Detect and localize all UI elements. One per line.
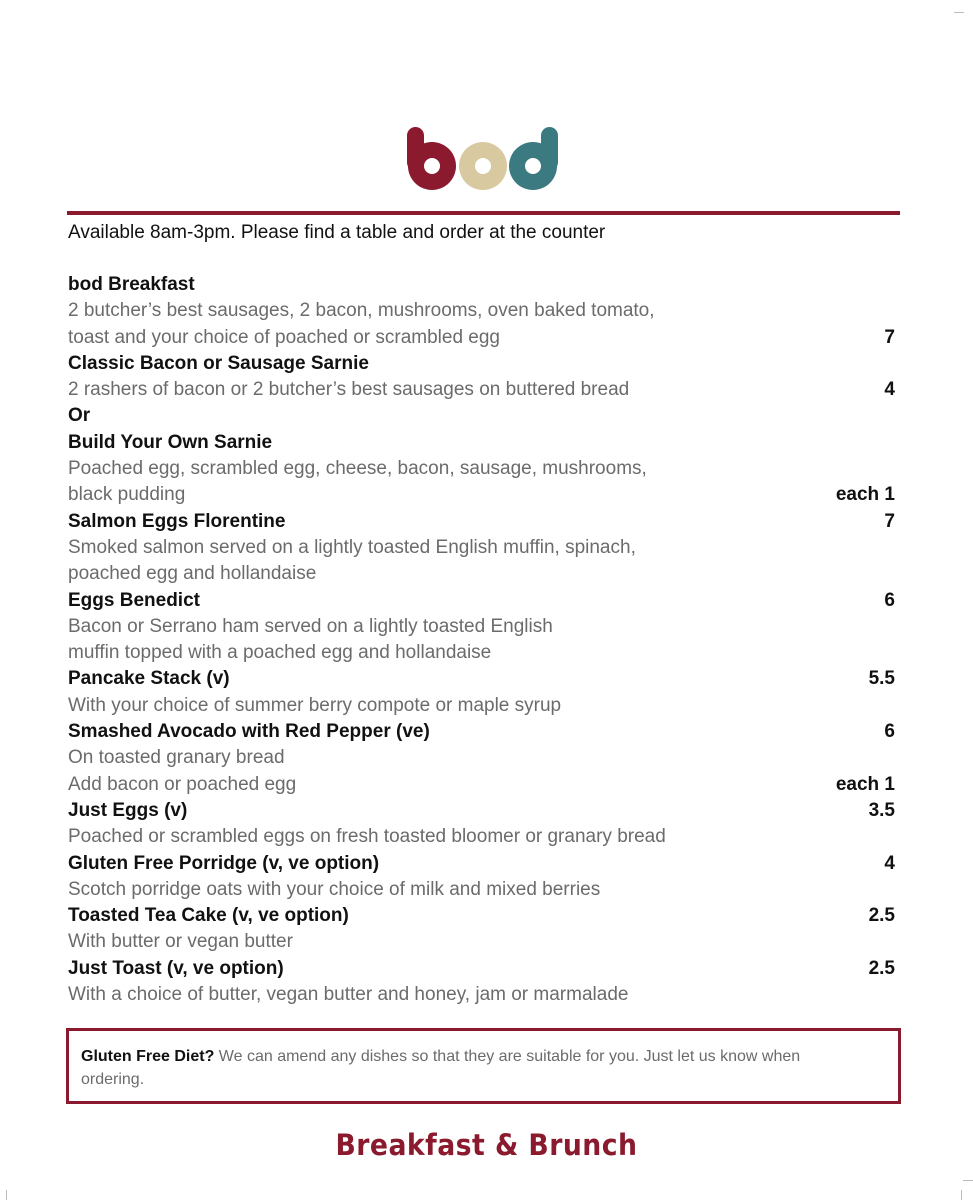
menu-item-name-row [68, 798, 895, 824]
menu-item-description: Add bacon or poached egg [68, 773, 297, 795]
menu-item-name-row [68, 430, 895, 456]
menu-item-name: Gluten Free Porridge (v, ve option) [68, 852, 380, 874]
menu-item-description-row [68, 640, 895, 666]
menu-section-title: Breakfast & Brunch [335, 1128, 638, 1162]
menu-item-description-row [68, 929, 895, 955]
menu-item-name: Build Your Own Sarnie [68, 431, 273, 453]
menu-item-name: Just Eggs (v) [68, 799, 188, 821]
menu-item-description-row [68, 377, 895, 403]
menu-list [68, 272, 895, 1008]
bod-logo [405, 127, 560, 191]
menu-item-description: Smoked salmon served on a lightly toasted English muffin, spinach, [68, 536, 636, 558]
menu-item-price: 2.5 [868, 957, 895, 979]
logo-letter-o [459, 142, 507, 190]
menu-item-description: With butter or vegan butter [68, 931, 293, 953]
menu-item-description-row [68, 482, 895, 508]
crop-mark [954, 12, 964, 13]
crop-mark [961, 1190, 962, 1200]
availability-note: Available 8am-3pm. Please find a table and order at the counter [68, 222, 606, 243]
menu-item-name-row [68, 903, 895, 929]
menu-item-description: Poached egg, scrambled egg, cheese, bacon, sausage, mushrooms, [68, 458, 647, 480]
menu-item-description-row [68, 298, 895, 324]
menu-item-description: black pudding [68, 484, 186, 506]
logo-letter-d [509, 127, 558, 190]
menu-item-description: poached egg and hollandaise [68, 563, 317, 585]
menu-item-name-row [68, 719, 895, 745]
menu-item-description: 2 butcher’s best sausages, 2 bacon, mushrooms, oven baked tomato, [68, 300, 655, 322]
crop-mark [6, 1190, 7, 1200]
menu-item-description-row [68, 535, 895, 561]
menu-item-price: 7 [884, 510, 895, 532]
menu-item-name-row [68, 666, 895, 692]
menu-item-description-row [68, 561, 895, 587]
menu-item-name-row [68, 272, 895, 298]
menu-item-price: 6 [884, 589, 895, 611]
menu-item-name: Or [68, 405, 91, 427]
menu-item-name: Eggs Benedict [68, 589, 200, 611]
gluten-free-notice [66, 1028, 901, 1104]
gluten-free-body: We can amend any dishes so that they are suitable for you. Just let us know when ordering. [81, 1048, 801, 1088]
crop-mark [963, 1180, 973, 1181]
menu-item-description-row [68, 614, 895, 640]
menu-item-name-row [68, 956, 895, 982]
menu-item-name: bod Breakfast [68, 274, 195, 295]
menu-item-price: 2.5 [868, 905, 895, 927]
menu-item-description-row [68, 877, 895, 903]
menu-item-description-row [68, 325, 895, 351]
menu-item-price: 7 [884, 326, 895, 348]
menu-item-name: Just Toast (v, ve option) [68, 957, 284, 979]
menu-item-description: With a choice of butter, vegan butter and honey, jam or marmalade [68, 984, 629, 1006]
menu-item-name: Pancake Stack (v) [68, 668, 230, 690]
menu-item-description: Scotch porridge oats with your choice of milk and mixed berries [68, 878, 601, 900]
menu-item-price: 5.5 [868, 668, 895, 690]
menu-item-name: Smashed Avocado with Red Pepper (ve) [68, 721, 430, 743]
menu-item-name-row [68, 403, 895, 429]
menu-item-description: 2 rashers of bacon or 2 butcher’s best sausages on buttered bread [68, 379, 630, 401]
menu-item-name-row [68, 851, 895, 877]
menu-item-description: Poached or scrambled eggs on fresh toasted bloomer or granary bread [68, 826, 666, 848]
menu-item-description: Bacon or Serrano ham served on a lightly toasted English [68, 615, 553, 637]
menu-item-description: muffin topped with a poached egg and hollandaise [68, 642, 492, 664]
menu-item-name-row [68, 351, 895, 377]
gluten-free-heading: Gluten Free Diet? [81, 1048, 215, 1065]
menu-item-description-row [68, 824, 895, 850]
menu-item-description-row [68, 456, 895, 482]
menu-item-description-row [68, 982, 895, 1008]
menu-item-name: Salmon Eggs Florentine [68, 510, 286, 532]
gluten-free-text [81, 1045, 841, 1091]
menu-item-price: 4 [884, 379, 895, 401]
header-divider [67, 211, 900, 215]
menu-item-name: Classic Bacon or Sausage Sarnie [68, 352, 369, 374]
menu-item-price: each 1 [835, 484, 895, 506]
menu-item-name: Toasted Tea Cake (v, ve option) [68, 905, 349, 927]
menu-item-description-row [68, 745, 895, 771]
menu-item-price: 3.5 [868, 799, 895, 821]
menu-item-description-row [68, 772, 895, 798]
menu-item-price: 4 [884, 852, 895, 874]
menu-item-price: 6 [884, 721, 895, 743]
menu-item-name-row [68, 509, 895, 535]
menu-item-description: toast and your choice of poached or scrambled egg [68, 326, 500, 348]
menu-item-price: each 1 [835, 773, 895, 795]
menu-item-description-row [68, 693, 895, 719]
logo-letter-b [407, 127, 456, 190]
menu-item-description: With your choice of summer berry compote or maple syrup [68, 694, 562, 716]
menu-item-description: On toasted granary bread [68, 747, 285, 769]
menu-item-name-row [68, 588, 895, 614]
